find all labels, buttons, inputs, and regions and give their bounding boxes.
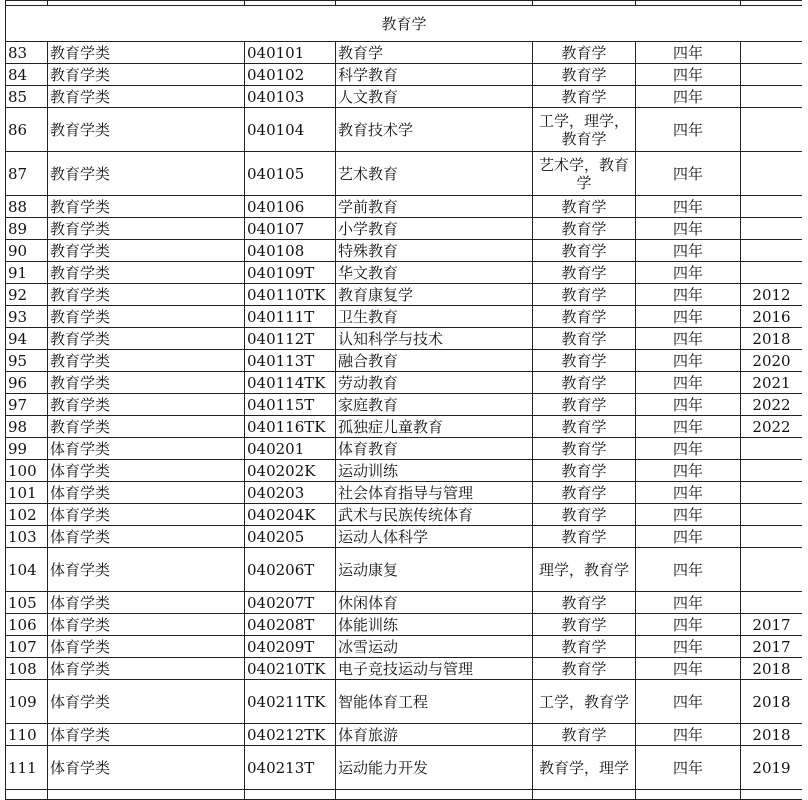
category-cell: 体育学类 (48, 658, 245, 680)
major-name-cell: 体能训练 (336, 614, 533, 636)
table-row (6, 306, 803, 328)
duration-cell: 四年 (636, 284, 741, 306)
table-row (6, 394, 803, 416)
year-added-cell (741, 218, 803, 240)
major-code-cell: 040210TK (245, 658, 336, 680)
year-added-cell (741, 548, 803, 592)
degree-cell: 教育学 (533, 526, 636, 548)
category-cell: 体育学类 (48, 680, 245, 724)
major-code-cell: 040101 (245, 42, 336, 64)
row-number: 93 (6, 306, 48, 328)
category-cell: 体育学类 (48, 614, 245, 636)
duration-cell: 四年 (636, 218, 741, 240)
table-row (6, 152, 803, 196)
table-row (6, 42, 803, 64)
year-added-cell (741, 152, 803, 196)
major-name-cell: 家庭教育 (336, 394, 533, 416)
table-row (6, 240, 803, 262)
duration-cell: 四年 (636, 548, 741, 592)
row-number: 99 (6, 438, 48, 460)
duration-cell: 四年 (636, 592, 741, 614)
duration-cell: 四年 (636, 372, 741, 394)
table-row (6, 548, 803, 592)
year-added-cell (741, 262, 803, 284)
degree-cell: 工学，理学，教育学 (533, 108, 636, 152)
category-cell: 教育学类 (48, 372, 245, 394)
major-code-cell: 040206T (245, 548, 336, 592)
major-name-cell: 智能体育工程 (336, 680, 533, 724)
section-title: 教育学 (6, 6, 803, 42)
table-row (6, 218, 803, 240)
major-name-cell: 武术与民族传统体育 (336, 504, 533, 526)
table-row (6, 504, 803, 526)
major-name-cell: 科学教育 (336, 64, 533, 86)
duration-cell: 四年 (636, 680, 741, 724)
year-added-cell (741, 196, 803, 218)
row-number: 87 (6, 152, 48, 196)
category-cell: 教育学类 (48, 416, 245, 438)
duration-cell: 四年 (636, 658, 741, 680)
major-code-cell: 040213T (245, 746, 336, 790)
table-row (6, 86, 803, 108)
major-code-cell: 040114TK (245, 372, 336, 394)
category-cell: 体育学类 (48, 460, 245, 482)
category-cell: 教育学类 (48, 108, 245, 152)
major-code-cell: 040107 (245, 218, 336, 240)
category-cell: 体育学类 (48, 724, 245, 746)
degree-cell: 教育学 (533, 86, 636, 108)
document-page (5, 0, 802, 800)
major-name-cell: 运动康复 (336, 548, 533, 592)
year-added-cell (741, 592, 803, 614)
row-number: 92 (6, 284, 48, 306)
major-code-cell: 040202K (245, 460, 336, 482)
row-number: 111 (6, 746, 48, 790)
major-name-cell: 冰雪运动 (336, 636, 533, 658)
major-name-cell: 运动训练 (336, 460, 533, 482)
major-code-cell: 040111T (245, 306, 336, 328)
major-name-cell: 运动能力开发 (336, 746, 533, 790)
duration-cell: 四年 (636, 636, 741, 658)
degree-cell: 教育学 (533, 306, 636, 328)
year-added-cell (741, 64, 803, 86)
category-cell: 教育学类 (48, 394, 245, 416)
duration-cell: 四年 (636, 108, 741, 152)
year-added-cell: 2017 (741, 614, 803, 636)
duration-cell: 四年 (636, 394, 741, 416)
table-row (6, 680, 803, 724)
major-code-cell: 040208T (245, 614, 336, 636)
major-code-cell: 040108 (245, 240, 336, 262)
table-row (6, 636, 803, 658)
major-code-cell: 040209T (245, 636, 336, 658)
degree-cell: 理学，教育学 (533, 548, 636, 592)
major-code-cell: 040112T (245, 328, 336, 350)
degree-cell: 教育学 (533, 504, 636, 526)
table-row (6, 746, 803, 790)
major-code-cell: 040212TK (245, 724, 336, 746)
category-cell: 教育学类 (48, 306, 245, 328)
degree-cell: 教育学 (533, 394, 636, 416)
row-number: 84 (6, 64, 48, 86)
duration-cell: 四年 (636, 460, 741, 482)
row-number: 102 (6, 504, 48, 526)
row-number: 107 (6, 636, 48, 658)
degree-cell: 教育学 (533, 284, 636, 306)
degree-cell: 教育学 (533, 460, 636, 482)
major-name-cell: 教育康复学 (336, 284, 533, 306)
major-name-cell: 教育技术学 (336, 108, 533, 152)
row-number: 100 (6, 460, 48, 482)
bottom-strip-row (6, 790, 803, 800)
duration-cell: 四年 (636, 328, 741, 350)
duration-cell: 四年 (636, 724, 741, 746)
major-code-cell: 040104 (245, 108, 336, 152)
duration-cell: 四年 (636, 86, 741, 108)
category-cell: 教育学类 (48, 42, 245, 64)
category-cell: 体育学类 (48, 482, 245, 504)
row-number: 103 (6, 526, 48, 548)
table-row (6, 196, 803, 218)
year-added-cell (741, 438, 803, 460)
major-code-cell: 040110TK (245, 284, 336, 306)
degree-cell: 教育学 (533, 614, 636, 636)
row-number: 95 (6, 350, 48, 372)
category-cell: 体育学类 (48, 636, 245, 658)
duration-cell: 四年 (636, 746, 741, 790)
major-name-cell: 体育教育 (336, 438, 533, 460)
category-cell: 教育学类 (48, 240, 245, 262)
category-cell: 教育学类 (48, 64, 245, 86)
degree-cell: 教育学 (533, 438, 636, 460)
degree-cell: 教育学 (533, 350, 636, 372)
major-name-cell: 艺术教育 (336, 152, 533, 196)
table-row (6, 328, 803, 350)
row-number: 106 (6, 614, 48, 636)
table-row (6, 108, 803, 152)
degree-cell: 工学，教育学 (533, 680, 636, 724)
table-row (6, 614, 803, 636)
major-name-cell: 劳动教育 (336, 372, 533, 394)
degree-cell: 教育学 (533, 196, 636, 218)
table-row (6, 658, 803, 680)
category-cell: 体育学类 (48, 746, 245, 790)
category-cell: 教育学类 (48, 196, 245, 218)
degree-cell: 教育学，理学 (533, 746, 636, 790)
row-number: 108 (6, 658, 48, 680)
year-added-cell: 2016 (741, 306, 803, 328)
table-row (6, 350, 803, 372)
duration-cell: 四年 (636, 240, 741, 262)
major-name-cell: 运动人体科学 (336, 526, 533, 548)
major-code-cell: 040113T (245, 350, 336, 372)
degree-cell: 教育学 (533, 592, 636, 614)
table-row (6, 284, 803, 306)
major-code-cell: 040103 (245, 86, 336, 108)
row-number: 110 (6, 724, 48, 746)
duration-cell: 四年 (636, 614, 741, 636)
year-added-cell (741, 482, 803, 504)
category-cell: 教育学类 (48, 350, 245, 372)
year-added-cell (741, 504, 803, 526)
category-cell: 体育学类 (48, 548, 245, 592)
duration-cell: 四年 (636, 438, 741, 460)
degree-cell: 教育学 (533, 482, 636, 504)
degree-cell: 教育学 (533, 240, 636, 262)
degree-cell: 教育学 (533, 42, 636, 64)
major-code-cell: 040203 (245, 482, 336, 504)
duration-cell: 四年 (636, 64, 741, 86)
category-cell: 教育学类 (48, 262, 245, 284)
degree-cell: 教育学 (533, 636, 636, 658)
duration-cell: 四年 (636, 416, 741, 438)
major-name-cell: 电子竞技运动与管理 (336, 658, 533, 680)
category-cell: 教育学类 (48, 86, 245, 108)
table-row (6, 482, 803, 504)
year-added-cell: 2020 (741, 350, 803, 372)
degree-cell: 艺术学，教育学 (533, 152, 636, 196)
major-name-cell: 社会体育指导与管理 (336, 482, 533, 504)
category-cell: 体育学类 (48, 504, 245, 526)
duration-cell: 四年 (636, 482, 741, 504)
table-row (6, 460, 803, 482)
row-number: 86 (6, 108, 48, 152)
major-name-cell: 特殊教育 (336, 240, 533, 262)
row-number: 91 (6, 262, 48, 284)
year-added-cell: 2017 (741, 636, 803, 658)
category-cell: 教育学类 (48, 218, 245, 240)
year-added-cell: 2018 (741, 328, 803, 350)
row-number: 97 (6, 394, 48, 416)
degree-cell: 教育学 (533, 658, 636, 680)
degree-cell: 教育学 (533, 328, 636, 350)
category-cell: 体育学类 (48, 592, 245, 614)
table-row (6, 64, 803, 86)
major-code-cell: 040109T (245, 262, 336, 284)
degree-cell: 教育学 (533, 724, 636, 746)
duration-cell: 四年 (636, 350, 741, 372)
major-name-cell: 体育旅游 (336, 724, 533, 746)
major-code-cell: 040105 (245, 152, 336, 196)
major-name-cell: 融合教育 (336, 350, 533, 372)
year-added-cell (741, 526, 803, 548)
row-number: 85 (6, 86, 48, 108)
year-added-cell: 2021 (741, 372, 803, 394)
section-header-row (6, 6, 803, 42)
major-name-cell: 孤独症儿童教育 (336, 416, 533, 438)
category-cell: 体育学类 (48, 438, 245, 460)
row-number: 105 (6, 592, 48, 614)
year-added-cell: 2018 (741, 724, 803, 746)
duration-cell: 四年 (636, 504, 741, 526)
duration-cell: 四年 (636, 262, 741, 284)
table-row (6, 526, 803, 548)
year-added-cell (741, 86, 803, 108)
duration-cell: 四年 (636, 152, 741, 196)
major-name-cell: 人文教育 (336, 86, 533, 108)
major-name-cell: 教育学 (336, 42, 533, 64)
category-cell: 体育学类 (48, 526, 245, 548)
table-row (6, 592, 803, 614)
category-cell: 教育学类 (48, 152, 245, 196)
table-row (6, 372, 803, 394)
duration-cell: 四年 (636, 42, 741, 64)
degree-cell: 教育学 (533, 262, 636, 284)
year-added-cell: 2019 (741, 746, 803, 790)
degree-cell: 教育学 (533, 218, 636, 240)
major-code-cell: 040116TK (245, 416, 336, 438)
major-name-cell: 认知科学与技术 (336, 328, 533, 350)
major-catalog-table (5, 0, 802, 800)
major-code-cell: 040205 (245, 526, 336, 548)
major-name-cell: 华文教育 (336, 262, 533, 284)
year-added-cell (741, 108, 803, 152)
row-number: 101 (6, 482, 48, 504)
major-code-cell: 040204K (245, 504, 336, 526)
degree-cell: 教育学 (533, 416, 636, 438)
year-added-cell: 2018 (741, 680, 803, 724)
row-number: 109 (6, 680, 48, 724)
row-number: 98 (6, 416, 48, 438)
year-added-cell: 2018 (741, 658, 803, 680)
major-name-cell: 小学教育 (336, 218, 533, 240)
year-added-cell: 2012 (741, 284, 803, 306)
year-added-cell (741, 460, 803, 482)
major-name-cell: 学前教育 (336, 196, 533, 218)
major-code-cell: 040106 (245, 196, 336, 218)
category-cell: 教育学类 (48, 328, 245, 350)
major-name-cell: 休闲体育 (336, 592, 533, 614)
row-number: 88 (6, 196, 48, 218)
row-number: 89 (6, 218, 48, 240)
major-code-cell: 040201 (245, 438, 336, 460)
table-row (6, 416, 803, 438)
duration-cell: 四年 (636, 306, 741, 328)
degree-cell: 教育学 (533, 372, 636, 394)
row-number: 83 (6, 42, 48, 64)
year-added-cell (741, 240, 803, 262)
degree-cell: 教育学 (533, 64, 636, 86)
duration-cell: 四年 (636, 196, 741, 218)
year-added-cell: 2022 (741, 416, 803, 438)
row-number: 104 (6, 548, 48, 592)
row-number: 94 (6, 328, 48, 350)
table-row (6, 438, 803, 460)
category-cell: 教育学类 (48, 284, 245, 306)
major-code-cell: 040207T (245, 592, 336, 614)
table-row (6, 262, 803, 284)
major-name-cell: 卫生教育 (336, 306, 533, 328)
row-number: 96 (6, 372, 48, 394)
major-code-cell: 040115T (245, 394, 336, 416)
row-number: 90 (6, 240, 48, 262)
year-added-cell (741, 42, 803, 64)
year-added-cell: 2022 (741, 394, 803, 416)
major-code-cell: 040102 (245, 64, 336, 86)
table-row (6, 724, 803, 746)
duration-cell: 四年 (636, 526, 741, 548)
major-code-cell: 040211TK (245, 680, 336, 724)
